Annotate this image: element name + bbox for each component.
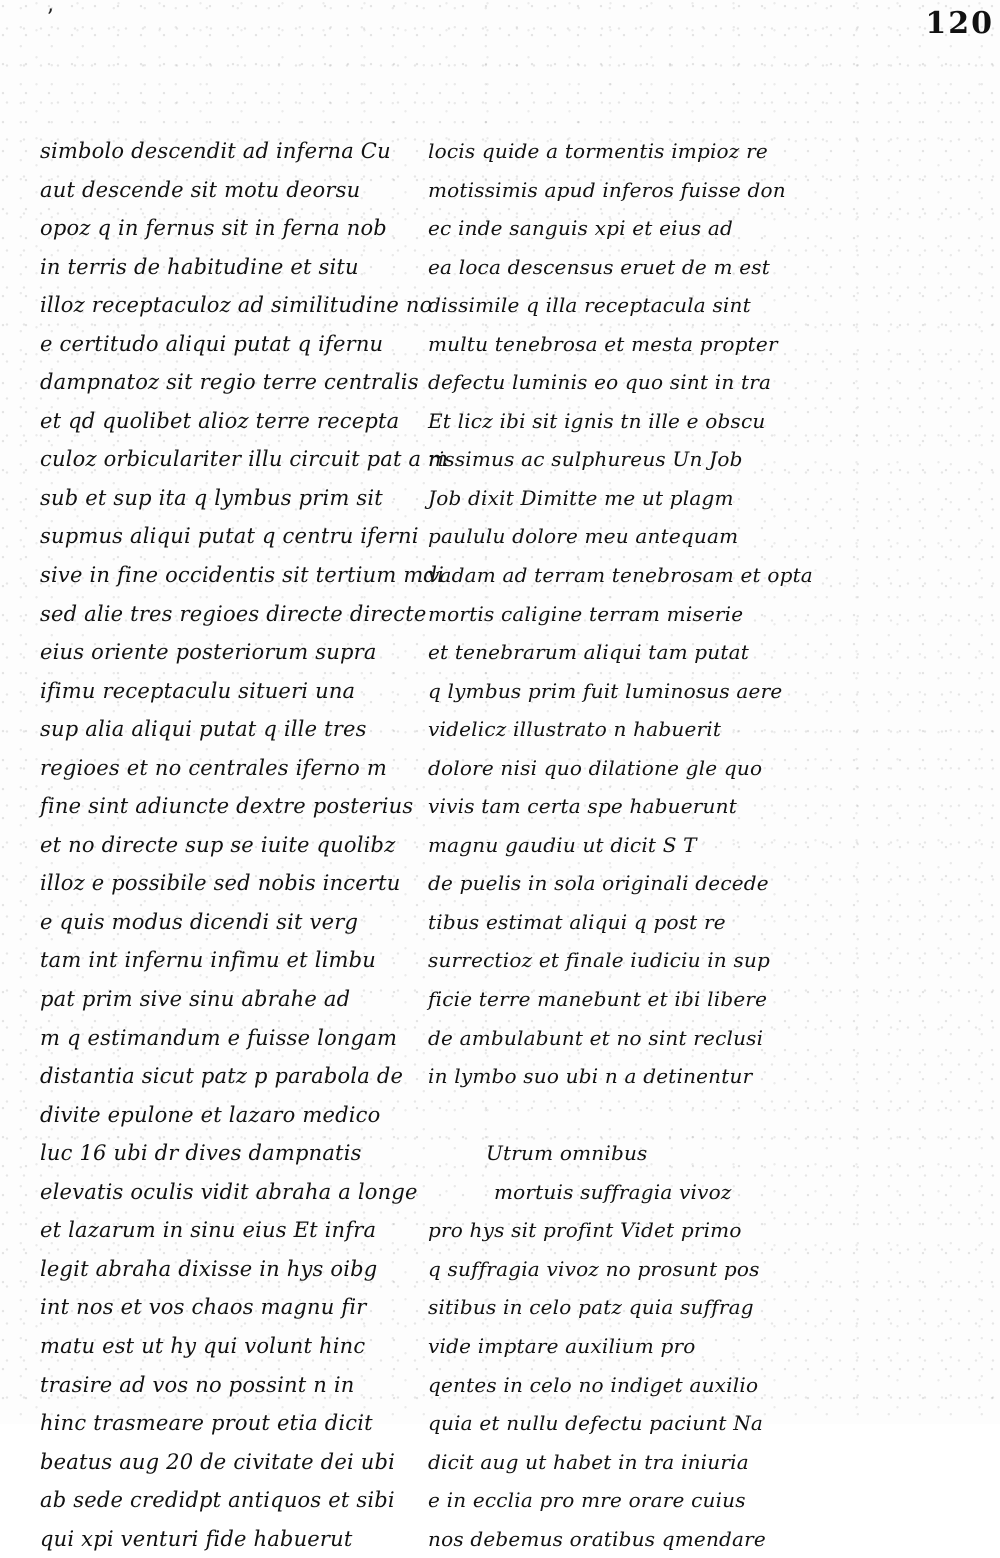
text-line: et qd quolibet alioz terre recepta xyxy=(40,408,400,433)
text-line xyxy=(428,1096,800,1135)
text-line: hinc trasmeare prout etia dicit xyxy=(40,1411,373,1436)
text-line: ifimu receptaculu situeri una xyxy=(40,678,356,703)
folio-number: 120 xyxy=(925,6,994,41)
text-line: distantia sicut patz p parabola de xyxy=(40,1064,404,1089)
text-line: illoz receptaculoz ad similitudine no xyxy=(40,293,433,318)
text-line: matu est ut hy qui volunt hinc xyxy=(40,1333,366,1358)
text-line: surrectioz et finale iudiciu in sup xyxy=(428,948,770,973)
text-line: qui xpi venturi fide habuerut xyxy=(40,1526,353,1551)
text-line: aut descende sit motu deorsu xyxy=(40,177,361,202)
text-line: simbolo descendit ad inferna Cu xyxy=(40,139,391,163)
text-line: q suffragia vivoz no prosunt pos xyxy=(428,1256,760,1281)
text-line: sitibus in celo patz quia suffrag xyxy=(428,1295,754,1320)
text-line: videlicz illustrato n habuerit xyxy=(428,717,722,742)
text-line: ea loca descensus eruet de m est xyxy=(428,254,770,279)
text-line: Utrum omnibus xyxy=(486,1141,648,1166)
text-line: e quis modus dicendi sit verg xyxy=(40,909,359,934)
text-line: nos debemus oratibus qmendare xyxy=(428,1526,766,1551)
text-line: et tenebrarum aliqui tam putat xyxy=(428,640,749,665)
text-line: vadam ad terram tenebrosam et opta xyxy=(428,563,813,588)
text-line: defectu luminis eo quo sint in tra xyxy=(428,370,772,395)
text-line: culoz orbiculariter illu circuit pat a m xyxy=(40,447,449,472)
text-line: rissimus ac sulphureus Un Job xyxy=(428,447,743,472)
text-line: sed alie tres regioes directe directe xyxy=(40,601,427,626)
text-line: m q estimandum e fuisse longam xyxy=(40,1025,398,1050)
text-line: et lazarum in sinu eius Et infra xyxy=(40,1218,377,1243)
right-text-column xyxy=(428,132,813,1558)
text-line: dicit aug ut habet in tra iniuria xyxy=(428,1449,749,1474)
text-line: Et licz ibi sit ignis tn ille e obscu xyxy=(428,408,766,433)
text-line: divite epulone et lazaro medico xyxy=(40,1102,381,1127)
text-line: mortuis suffragia vivoz xyxy=(494,1179,732,1204)
text-line: vide imptare auxilium pro xyxy=(428,1333,696,1358)
text-line: in lymbo suo ubi n a detinentur xyxy=(428,1064,753,1089)
text-line: sive in fine occidentis sit tertium mdi xyxy=(40,563,445,588)
text-line: luc 16 ubi dr dives dampnatis xyxy=(40,1141,362,1166)
text-line: de ambulabunt et no sint reclusi xyxy=(428,1025,764,1050)
text-line: dampnatoz sit regio terre centralis xyxy=(40,370,419,395)
text-line: sub et sup ita q lymbus prim sit xyxy=(40,485,383,510)
text-line: tibus estimat aliqui q post re xyxy=(428,909,726,934)
text-line: ec inde sanguis xpi et eius ad xyxy=(428,216,733,241)
text-line: elevatis oculis vidit abraha a longe xyxy=(40,1179,418,1204)
text-line: tam int infernu infimu et limbu xyxy=(40,948,377,973)
text-line: illoz e possibile sed nobis incertu xyxy=(40,871,401,896)
text-line: qentes in celo no indiget auxilio xyxy=(428,1372,759,1397)
text-line: trasire ad vos no possint n in xyxy=(40,1372,355,1397)
text-line: Job dixit Dimitte me ut plagm xyxy=(428,485,734,510)
text-line: beatus aug 20 de civitate dei ubi xyxy=(40,1449,396,1474)
text-line: pat prim sive sinu abrahe ad xyxy=(40,987,351,1012)
text-line: quia et nullu defectu paciunt Na xyxy=(428,1411,764,1436)
text-line: eius oriente posteriorum supra xyxy=(40,640,377,665)
text-line: dissimile q illa receptacula sint xyxy=(428,293,751,318)
text-line: magnu gaudiu ut dicit S T xyxy=(428,832,697,857)
text-line: vivis tam certa spe habuerunt xyxy=(428,794,737,819)
text-line: paululu dolore meu antequam xyxy=(428,524,739,549)
text-line: q lymbus prim fuit luminosus aere xyxy=(428,678,783,703)
text-line: ficie terre manebunt et ibi libere xyxy=(428,987,768,1012)
text-line: legit abraha dixisse in hys oibg xyxy=(40,1256,378,1281)
text-line: locis quide a tormentis impioz re xyxy=(428,139,768,163)
text-line: multu tenebrosa et mesta propter xyxy=(428,331,778,356)
text-line: int nos et vos chaos magnu fir xyxy=(40,1295,367,1320)
text-line: motissimis apud inferos fuisse don xyxy=(428,177,786,202)
text-line: pro hys sit profint Videt primo xyxy=(428,1218,742,1243)
text-line: regioes et no centrales iferno m xyxy=(40,755,387,780)
left-text-column xyxy=(40,132,449,1558)
margin-mark: ʼ xyxy=(46,6,53,31)
text-line: sup alia aliqui putat q ille tres xyxy=(40,717,367,742)
text-line: ab sede credidpt antiquos et sibi xyxy=(40,1488,395,1513)
text-line: mortis caligine terram miserie xyxy=(428,601,744,626)
text-line: opoz q in fernus sit in ferna nob xyxy=(40,216,387,241)
text-line: et no directe sup se iuite quolibz xyxy=(40,832,396,857)
text-line: supmus aliqui putat q centru iferni xyxy=(40,524,419,549)
text-line: fine sint adiuncte dextre posterius xyxy=(40,794,414,819)
text-line: e certitudo aliqui putat q ifernu xyxy=(40,331,384,356)
text-line: de puelis in sola originali decede xyxy=(428,871,769,896)
text-line: in terris de habitudine et situ xyxy=(40,254,359,279)
text-line: e in ecclia pro mre orare cuius xyxy=(428,1488,746,1513)
text-line: dolore nisi quo dilatione gle quo xyxy=(428,755,763,780)
